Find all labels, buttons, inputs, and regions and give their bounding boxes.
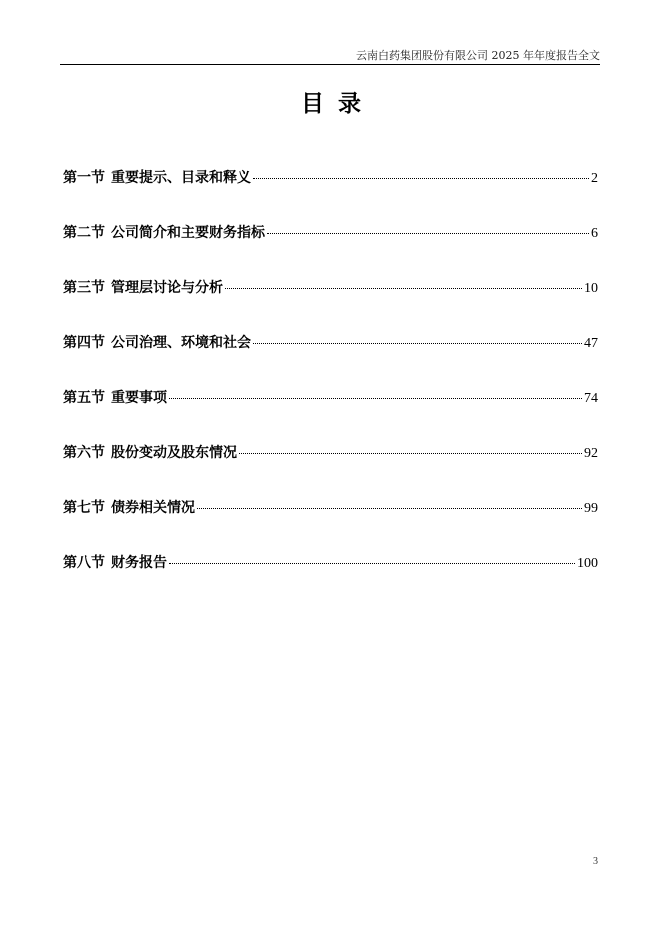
toc-leader-dots <box>225 287 582 289</box>
toc-page-number: 2 <box>591 171 598 186</box>
toc-section-title: 债券相关情况 <box>111 500 195 516</box>
toc-section-title: 重要提示、目录和释义 <box>111 170 251 186</box>
toc-page-number: 6 <box>591 226 598 241</box>
toc-section-title: 财务报告 <box>111 555 167 571</box>
toc-entry-label <box>63 439 237 467</box>
toc-entry-label <box>63 549 167 577</box>
toc-section-title: 公司简介和主要财务指标 <box>111 225 265 241</box>
toc-section-title: 重要事项 <box>111 390 167 406</box>
toc-entry[interactable] <box>63 164 598 219</box>
toc-entry-label <box>63 329 251 357</box>
toc-entry[interactable] <box>63 329 598 384</box>
toc-entry-label <box>63 164 251 192</box>
toc-leader-dots <box>197 507 582 509</box>
toc-page-number: 99 <box>584 501 598 516</box>
toc-page-number: 10 <box>584 281 598 296</box>
toc-section-number: 第一节 <box>63 170 105 186</box>
toc-entry-label <box>63 274 223 302</box>
toc-entry-label <box>63 384 167 412</box>
toc-section-number: 第四节 <box>63 335 105 351</box>
toc-page-number: 47 <box>584 336 598 351</box>
toc-entry-label <box>63 219 265 247</box>
toc-section-title: 管理层讨论与分析 <box>111 280 223 296</box>
toc-page-number: 74 <box>584 391 598 406</box>
toc-entry-label <box>63 494 195 522</box>
page-title: 目录 <box>301 91 375 117</box>
toc-section-title: 股份变动及股东情况 <box>111 445 237 461</box>
toc-section-number: 第三节 <box>63 280 105 296</box>
toc-leader-dots <box>169 397 582 399</box>
toc-leader-dots <box>239 452 582 454</box>
table-of-contents <box>63 164 598 604</box>
toc-section-number: 第八节 <box>63 555 105 571</box>
toc-entry[interactable] <box>63 274 598 329</box>
toc-section-number: 第六节 <box>63 445 105 461</box>
toc-entry[interactable] <box>63 439 598 494</box>
toc-section-number: 第七节 <box>63 500 105 516</box>
toc-section-title: 公司治理、环境和社会 <box>111 335 251 351</box>
toc-section-number: 第二节 <box>63 225 105 241</box>
toc-leader-dots <box>169 562 575 564</box>
running-header: 云南白药集团股份有限公司 2025 年年度报告全文 <box>356 49 600 62</box>
page-number: 3 <box>593 856 598 867</box>
toc-leader-dots <box>253 342 582 344</box>
toc-entry[interactable] <box>63 494 598 549</box>
toc-entry[interactable] <box>63 384 598 439</box>
toc-leader-dots <box>267 232 589 234</box>
toc-page-number: 100 <box>577 556 598 571</box>
toc-section-number: 第五节 <box>63 390 105 406</box>
toc-entry[interactable] <box>63 219 598 274</box>
toc-entry[interactable] <box>63 549 598 604</box>
header-rule <box>60 64 600 65</box>
toc-leader-dots <box>253 177 589 179</box>
toc-page-number: 92 <box>584 446 598 461</box>
